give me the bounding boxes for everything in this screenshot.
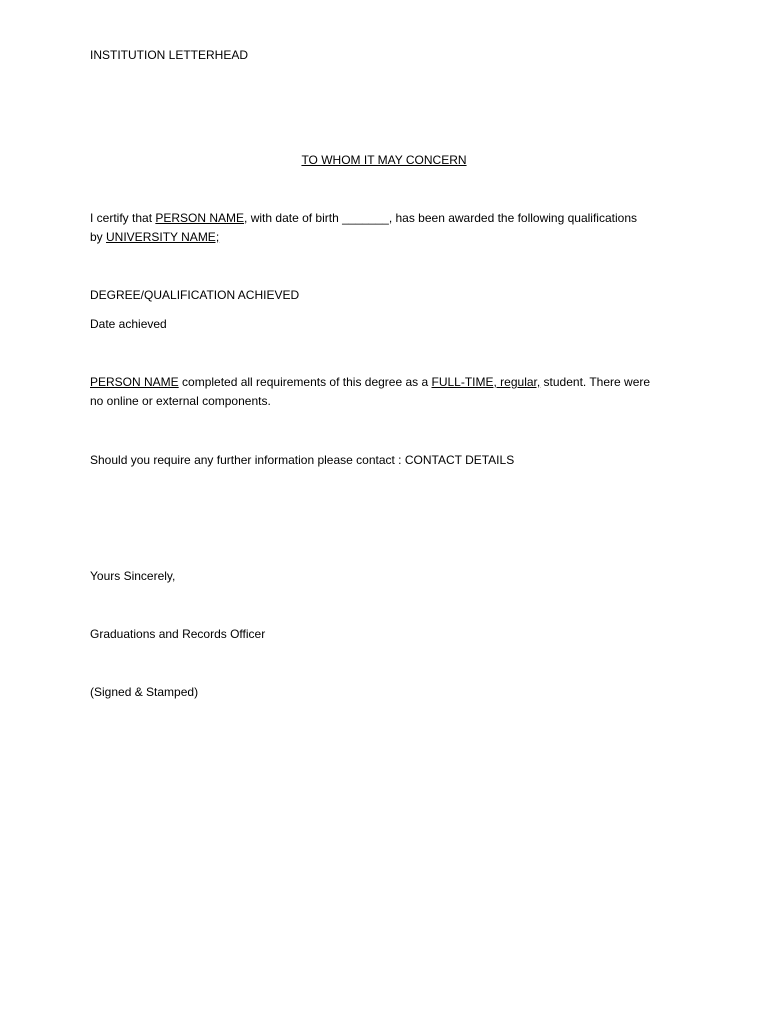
person-name-placeholder-2: PERSON NAME [90,375,179,389]
degree-line: DEGREE/QUALIFICATION ACHIEVED [90,288,300,302]
person-name-placeholder: PERSON NAME [155,211,245,225]
signed-line: (Signed & Stamped) [90,685,199,699]
date-achieved-line: Date achieved [90,317,167,331]
requirements-line-1 [90,373,650,392]
certify-text-3: , has been awarded the following qualifications [388,211,637,225]
closing-line: Yours Sincerely, [90,569,176,583]
full-time-placeholder: FULL-TIME, regular, [431,375,541,389]
certify-line-1 [90,209,637,228]
requirements-text-1: completed all requirements of this degree as a [178,375,432,389]
contact-line: Should you require any further information please contact : CONTACT DETAILS [90,453,515,467]
certify-text-1: I certify that [90,211,156,225]
certify-text-2: , with date of birth [244,211,343,225]
certify-text-4: by [90,230,107,244]
officer-line: Graduations and Records Officer [90,627,266,641]
university-name-placeholder: UNIVERSITY NAME; [106,230,220,244]
requirements-line-2: no online or external components. [90,394,271,408]
dob-blank: _______ [342,211,389,225]
certify-line-2 [90,228,219,247]
letterhead: INSTITUTION LETTERHEAD [90,48,249,62]
requirements-text-2: student. There were [540,375,651,389]
document-title: TO WHOM IT MAY CONCERN [301,153,467,167]
